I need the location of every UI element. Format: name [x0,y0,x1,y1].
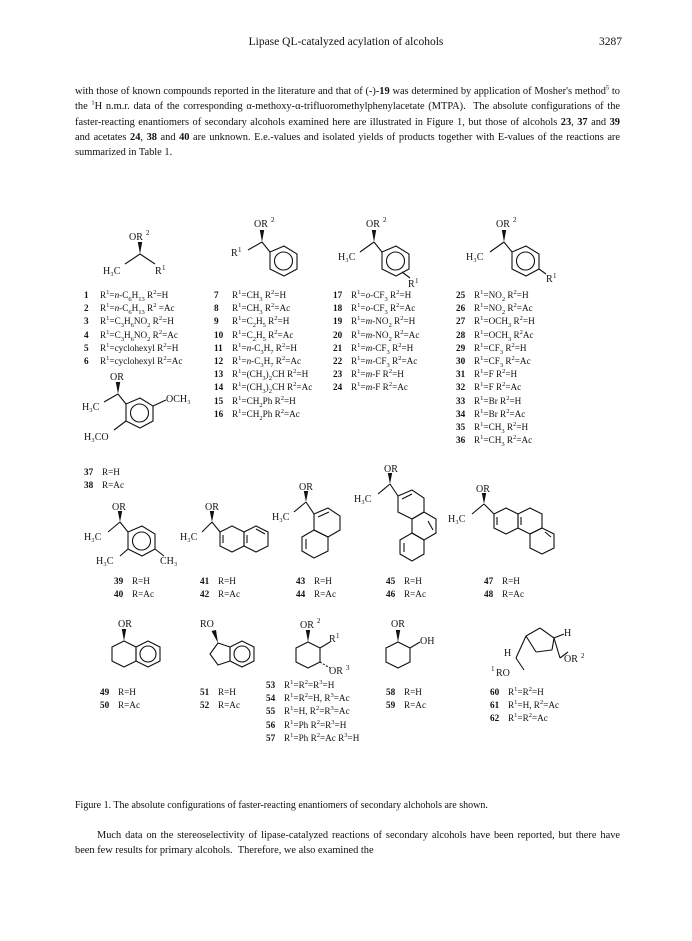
compound-number: 20 [333,329,343,340]
compound-label-36 [456,434,535,447]
closing-paragraph: Much data on the stereoselectivity of lipase-catalyzed reactions of secondary alcohols have been reported, but there have been few results for primary alcohols. Therefore, we also examined the [75,830,620,857]
compound-definition: $R^1=OCH_3$ $R^2Ac$ [474,328,534,343]
compound-definition: $R^1=C_2H_5$ $R^2=Ac$ [232,328,294,343]
compound-definition: R=Ac [314,589,337,600]
compound-label-13 [214,368,312,381]
compound-definition: $R^1=n-C_3H_7$ $R^2=Ac$ [232,354,302,369]
compound-label-22 [333,355,419,368]
compound-label-57 [266,732,359,745]
compound-number: 55 [266,706,276,717]
structure-25 [462,218,572,290]
compound-number: 51 [200,687,210,697]
compound-definition: R=Ac [218,589,241,600]
svg-text:1: 1 [491,665,495,673]
compound-definition: $R^1=C_2H_5$ $R^2=H$ [232,315,290,330]
compound-label-37 [84,466,124,479]
svg-text:1: 1 [238,246,242,254]
compound-definition: $R^1=Br$ $R^2=H$ [474,394,522,406]
compound-number: 35 [456,422,466,433]
compound-label-11 [214,342,312,355]
structure-1 [95,230,205,290]
labels-51-52 [200,686,240,712]
compound-label-9 [214,315,312,328]
compound-label-56 [266,719,359,732]
compound-definition: $R^1=m-F$ $R^2=H$ [351,368,404,380]
svg-text:OR: OR [205,502,219,513]
compound-label-43 [296,575,336,588]
compound-label-53 [266,679,359,692]
compound-label-55 [266,705,359,718]
compound-label-2 [84,302,182,315]
compound-definition: $R^1=CF_3$ $R^2=H$ [474,341,527,356]
compound-number: 4 [84,329,89,340]
svg-text:H₃CO: H₃CO [84,432,109,443]
compound-label-18 [333,302,419,315]
compound-number: 43 [296,576,306,586]
svg-text:R: R [155,266,162,277]
compound-number: 25 [456,290,466,300]
compound-label-34 [456,408,535,421]
svg-text:H₃C: H₃C [82,402,100,413]
svg-text:OR: OR [110,372,124,383]
compound-number: 15 [214,395,224,406]
compound-label-62 [490,712,559,725]
compound-number: 39 [114,576,124,586]
compound-definition: R=H [404,687,422,697]
compound-number: 28 [456,329,466,340]
compound-number: 14 [214,382,224,393]
structure-51 [196,617,286,687]
compound-number: 41 [200,576,210,586]
svg-text:OR: OR [129,232,143,243]
compound-label-24 [333,381,419,394]
structure-39 [80,502,190,572]
figure-caption: Figure 1. The absolute configurations of faster-reacting enantiomers of secondary alchohols are shown. [75,800,488,811]
compound-definition: R=Ac [102,480,125,491]
compound-label-7 [214,289,312,302]
svg-text:2: 2 [317,617,321,625]
compound-number: 37 [84,467,94,477]
compound-definition: $R^1=n-C_3H_7$ $R^2=H$ [232,341,298,356]
compound-definition: $R^1=m-CF_3$ $R^2=Ac$ [351,354,418,369]
svg-text:OR: OR [329,666,343,677]
svg-text:OR: OR [496,219,510,230]
svg-text:1: 1 [553,272,557,280]
compound-number: 47 [484,576,494,586]
svg-text:CH₃: CH₃ [160,556,178,567]
compound-label-51 [200,686,240,699]
compound-number: 10 [214,329,224,340]
compound-definition: $R^1=R^2=R^3=H$ [284,678,335,690]
compound-definition: $R^1=NO_2$ $R^2=H$ [474,288,529,303]
compound-label-27 [456,315,535,328]
svg-text:H₃C: H₃C [96,556,114,567]
svg-text:2: 2 [581,652,585,660]
compound-definition: R=H [404,576,422,586]
compound-definition: R=Ac [404,700,427,711]
compound-definition: R=H [218,576,236,586]
intro-paragraph: with those of known compounds reported in the literature and that of (-)-19 was determined by application of Mosher's method$^5$ to the $^1$H n.m.r. data of the corresponding α-methoxy-α-trifluoromethylphenylacetate (MTPA). The absolute configurations of the faster-reacting enantiomers of secondary alcohols examined here are illustrated in Figure 1, but those of alcohols 23, 37 and 39 and acetates 24, 38 and 40 are unknown. E.e.-values and isolated yields of products together with E-values of the reactions are summarized in Table 1. [75,84,621,159]
svg-text:OR: OR [366,219,380,230]
svg-text:R: R [546,274,553,285]
compound-definition: $R^1=CH_3$ $R^2=H$ [474,420,529,435]
labels-39-40 [114,575,154,601]
svg-text:H₃C: H₃C [103,266,121,277]
svg-text:OR: OR [391,619,405,630]
svg-text:RO: RO [200,619,214,630]
compound-definition: R=Ac [502,589,525,600]
compound-label-54 [266,692,359,705]
compound-number: 61 [490,700,500,711]
compound-label-21 [333,342,419,355]
svg-text:H₃C: H₃C [180,532,198,543]
structure-58 [376,614,466,686]
compound-label-46 [386,588,426,601]
labels-7-16 [214,289,312,421]
compound-definition: $R^1=H$, $R^2=R^3=Ac$ [284,705,350,717]
compound-label-49 [100,686,140,699]
compound-number: 45 [386,576,396,586]
compound-number: 49 [100,687,110,697]
compound-label-50 [100,699,140,712]
compound-definition: R=Ac [404,589,427,600]
compound-number: 46 [386,589,396,600]
compound-definition: $R^1=CH_2Ph$ $R^2=Ac$ [232,407,300,422]
compound-definition: $R^1=m-NO_2$ $R^2=Ac$ [351,328,420,343]
compound-number: 36 [456,435,466,446]
compound-number: 60 [490,687,500,697]
compound-label-19 [333,315,419,328]
svg-text:OCH₃: OCH₃ [166,394,191,405]
compound-label-58 [386,686,426,699]
compound-number: 52 [200,700,210,711]
compound-label-16 [214,408,312,421]
page-number: 3287 [599,36,622,48]
compound-number: 50 [100,700,110,711]
svg-text:OR: OR [254,219,268,230]
compound-label-30 [456,355,535,368]
compound-number: 21 [333,342,343,353]
compound-number: 8 [214,303,219,314]
compound-definition: R=H [314,576,332,586]
labels-49-50 [100,686,140,712]
compound-label-59 [386,699,426,712]
compound-number: 13 [214,369,224,380]
compound-number: 29 [456,342,466,353]
compound-definition: $R^1=CH_3$ $R^2=Ac$ [232,302,291,317]
svg-text:1: 1 [415,277,419,285]
compound-number: 3 [84,316,89,327]
compound-label-40 [114,588,154,601]
compound-number: 59 [386,700,396,711]
compound-definition: $R^1=cyclohexyl$ $R^2=H$ [100,341,179,353]
compound-number: 56 [266,719,276,730]
compound-label-33 [456,395,535,408]
svg-text:1: 1 [336,632,340,640]
compound-number: 62 [490,713,500,724]
compound-number: 27 [456,316,466,327]
compound-label-25 [456,289,535,302]
compound-label-3 [84,315,182,328]
svg-text:OR: OR [112,502,126,513]
compound-label-12 [214,355,312,368]
compound-definition: R=Ac [218,700,241,711]
compound-definition: $R^1=OCH_3$ $R^2=H$ [474,315,535,330]
compound-number: 57 [266,732,276,743]
compound-number: 38 [84,480,94,491]
compound-definition: R=Ac [118,700,141,711]
svg-text:OR: OR [384,464,398,475]
compound-number: 22 [333,356,343,367]
compound-definition: R=H [102,467,120,477]
compound-definition: $R^1=m-NO_2$ $R^2=H$ [351,315,416,330]
compound-definition: $R^1=m-CF_3$ $R^2=H$ [351,341,414,356]
compound-definition: R=H [502,576,520,586]
svg-text:OR: OR [564,654,578,665]
compound-label-26 [456,302,535,315]
compound-number: 11 [214,342,223,353]
svg-text:3: 3 [346,664,350,672]
structure-47 [448,484,578,579]
compound-label-35 [456,421,535,434]
compound-definition: $R^1=n-C_6H_{13}$ $R^2 =Ac$ [100,302,175,317]
compound-label-38 [84,479,124,492]
svg-text:OR: OR [300,620,314,631]
compound-definition: $R^1=R^2=Ac$ [508,712,548,724]
compound-label-47 [484,575,524,588]
svg-text:H: H [504,648,512,659]
compound-label-42 [200,588,240,601]
compound-definition: $R^1=CH_2Ph$ $R^2=H$ [232,394,296,409]
compound-definition: $R^1=R^2=H$, $R^3=Ac$ [284,692,350,704]
compound-label-60 [490,686,559,699]
labels-60-62 [490,686,559,726]
compound-definition: $R^1=CH_3$ $R^2=Ac$ [474,434,533,449]
compound-number: 18 [333,303,343,314]
compound-label-28 [456,329,535,342]
compound-number: 31 [456,369,466,380]
svg-text:R: R [408,279,415,290]
compound-number: 48 [484,589,494,600]
svg-text:OR: OR [476,484,490,495]
structure-45 [350,464,460,579]
compound-number: 30 [456,356,466,367]
compound-number: 53 [266,680,276,690]
compound-label-45 [386,575,426,588]
svg-text:OH: OH [420,636,435,647]
labels-45-46 [386,575,426,601]
compound-number: 19 [333,316,343,327]
compound-number: 1 [84,290,89,300]
labels-25-36 [456,289,535,447]
compound-label-29 [456,342,535,355]
compound-definition: $R^1=o-CF_3$ $R^2=Ac$ [351,302,416,317]
structure-60 [472,614,592,686]
svg-text:H₃C: H₃C [84,532,102,543]
compound-number: 17 [333,290,343,300]
compound-label-48 [484,588,524,601]
compound-number: 42 [200,589,210,600]
svg-text:H₃C: H₃C [338,252,356,263]
compound-definition: $R^1=C_3H_6NO_2$ $R^2=Ac$ [100,328,178,343]
labels-37-38 [84,466,124,492]
svg-text:OR: OR [118,619,132,630]
compound-number: 5 [84,342,89,353]
svg-text:2: 2 [146,229,150,237]
labels-1-6 [84,289,182,368]
svg-text:H₃C: H₃C [354,494,372,505]
compound-definition: R=H [132,576,150,586]
svg-text:OR: OR [299,482,313,493]
compound-definition: $R^1=C_3H_6NO_2$ $R^2=H$ [100,315,174,330]
compound-label-32 [456,381,535,394]
compound-number: 40 [114,589,124,600]
compound-definition: $R^1=m-F$ $R^2=Ac$ [351,381,408,393]
compound-label-8 [214,302,312,315]
compound-label-1 [84,289,182,302]
compound-label-6 [84,355,182,368]
compound-label-15 [214,395,312,408]
compound-number: 54 [266,693,276,704]
compound-number: 32 [456,382,466,393]
compound-label-61 [490,699,559,712]
compound-number: 24 [333,382,343,393]
running-title: Lipase QL-catalyzed acylation of alcohols [248,36,444,48]
labels-53-57 [266,679,359,745]
compound-label-20 [333,329,419,342]
compound-definition: $R^1=F$ $R^2=H$ [474,368,518,380]
compound-number: 6 [84,356,89,367]
compound-definition: $R^1=Br$ $R^2=Ac$ [474,407,526,419]
compound-label-44 [296,588,336,601]
compound-number: 12 [214,356,224,367]
svg-text:H₃C: H₃C [448,514,466,525]
compound-definition: $R^1=Ph$ $R^2=R^3=H$ [284,718,347,730]
compound-definition: $R^1=Ph$ $R^2=Ac$ $R^3=H$ [284,731,360,743]
compound-label-31 [456,368,535,381]
labels-47-48 [484,575,524,601]
compound-definition: $R^1=(CH_3)_2CH$ $R^2=H$ [232,368,309,383]
compound-definition: $R^1=R^2=H$ [508,685,544,697]
compound-label-39 [114,575,154,588]
compound-number: 16 [214,408,224,419]
labels-17-24 [333,289,419,395]
compound-definition: R=H [118,687,136,697]
labels-43-44 [296,575,336,601]
compound-definition: $R^1=CH_3$ $R^2=H$ [232,288,287,303]
compound-number: 26 [456,303,466,314]
structure-17 [330,218,440,290]
compound-label-17 [333,289,419,302]
svg-text:H₃C: H₃C [272,512,290,523]
compound-number: 33 [456,395,466,406]
compound-label-4 [84,329,182,342]
svg-text:H₃C: H₃C [466,252,484,263]
svg-text:1: 1 [162,264,166,272]
compound-label-52 [200,699,240,712]
labels-58-59 [386,686,426,712]
compound-label-10 [214,329,312,342]
compound-number: 2 [84,303,89,314]
compound-number: 9 [214,316,219,327]
compound-number: 34 [456,408,466,419]
compound-number: 58 [386,687,396,697]
compound-number: 23 [333,369,343,380]
structure-7 [218,218,328,288]
svg-text:2: 2 [271,216,275,224]
svg-text:H: H [564,628,572,639]
compound-definition: R=Ac [132,589,155,600]
compound-definition: $R^1=NO_2$ $R^2=Ac$ [474,302,533,317]
svg-text:2: 2 [383,216,387,224]
compound-definition: $R^1=cyclohexyl$ $R^2=Ac$ [100,354,183,367]
svg-text:R: R [231,248,238,259]
compound-definition: $R^1=(CH_3)_2CH$ $R^2=Ac$ [232,381,313,396]
svg-text:2: 2 [513,216,517,224]
svg-text:R: R [329,634,336,645]
labels-41-42 [200,575,240,601]
compound-definition: $R^1=n-C_6H_{13}$ $R^2=H$ [100,288,169,303]
structure-37 [80,372,210,457]
structure-49 [96,617,186,687]
compound-label-14 [214,381,312,394]
compound-label-23 [333,368,419,381]
compound-definition: $R^1=o-CF_3$ $R^2=H$ [351,288,412,303]
svg-text:RO: RO [496,668,510,679]
compound-definition: $R^1=CF_3$ $R^2=Ac$ [474,354,531,369]
compound-number: 7 [214,290,219,300]
compound-definition: $R^1=F$ $R^2=Ac$ [474,381,522,393]
compound-number: 44 [296,589,306,600]
running-header [0,36,692,56]
compound-label-5 [84,342,182,355]
compound-definition: R=H [218,687,236,697]
structure-53 [276,614,376,686]
compound-label-41 [200,575,240,588]
compound-definition: $R^1=H$, $R^2=Ac$ [508,699,560,711]
